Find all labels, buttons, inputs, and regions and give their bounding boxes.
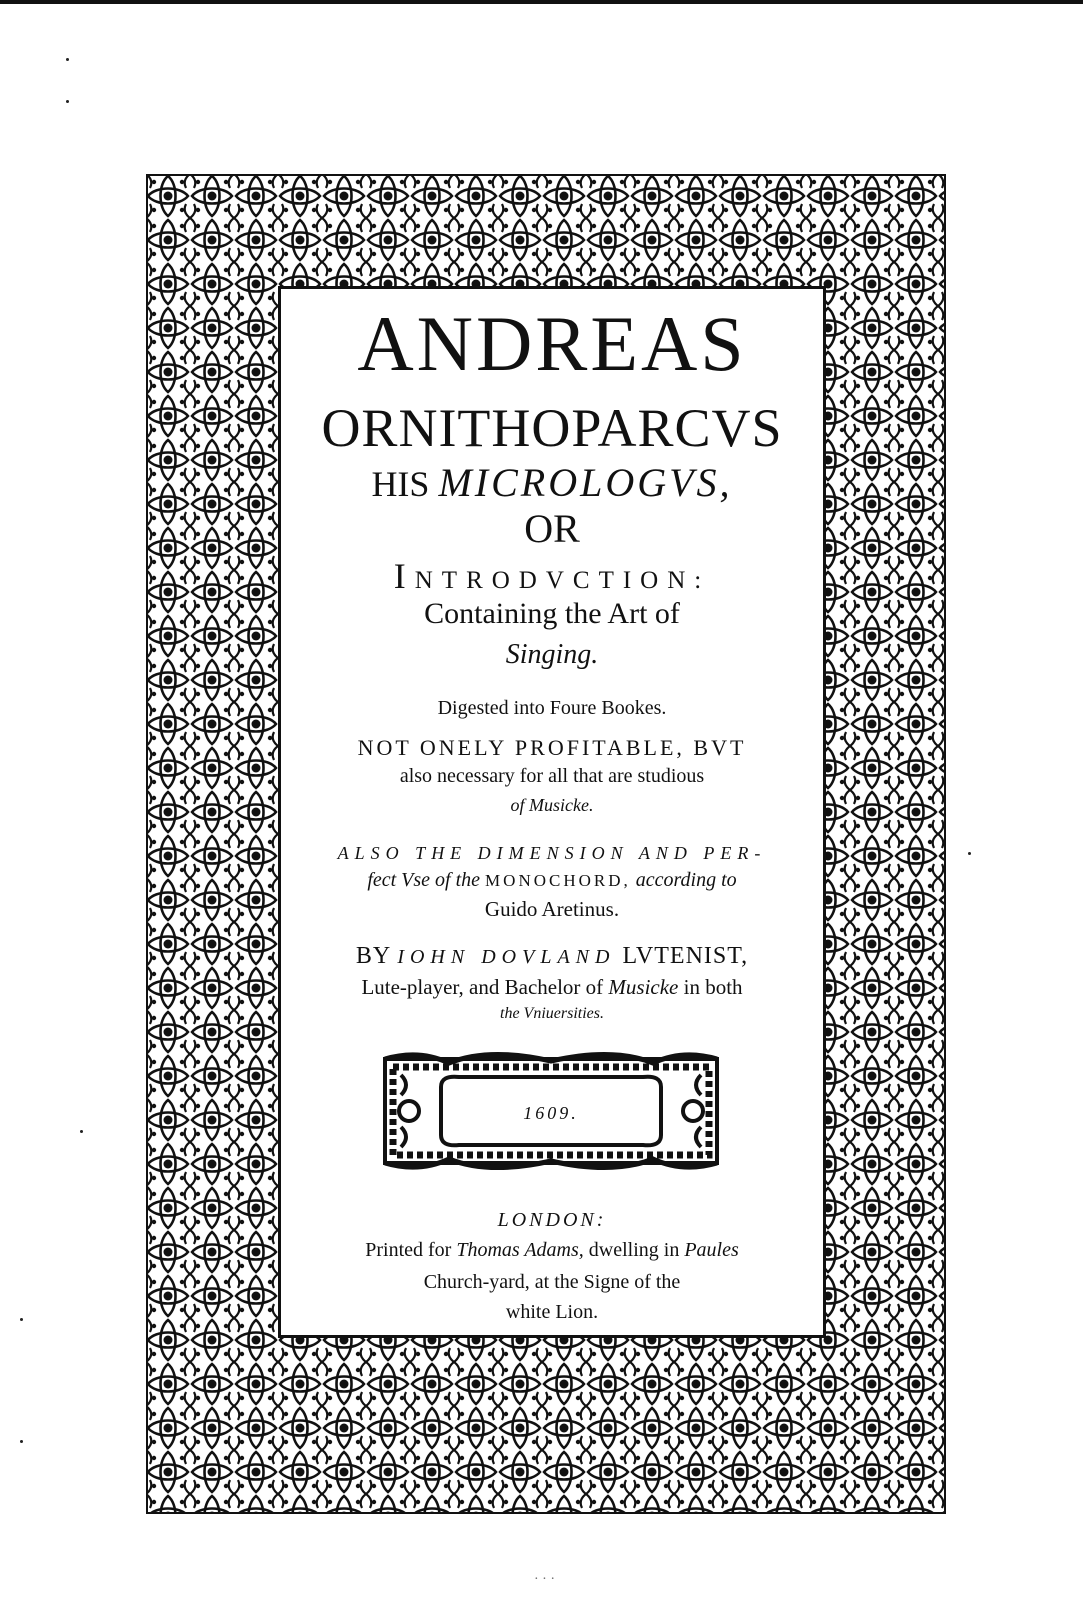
churchyard-line: Church-yard, at the Signe of the: [423, 1271, 681, 1293]
containing-line: Containing the Art of: [424, 597, 680, 630]
also-the-dimension-line: ALSO THE DIMENSION AND PER-: [337, 843, 767, 863]
universities-line: the Vniuersities.: [500, 1005, 604, 1022]
scan-foot-mark: · · ·: [534, 1572, 555, 1587]
not-onely-line: NOT ONELY PROFITABLE, BVT: [357, 735, 747, 760]
scan-speck: [20, 1440, 23, 1443]
monochord-word: MONOCHORD,: [485, 871, 631, 890]
white-lion-line: white Lion.: [505, 1301, 599, 1323]
his-word: HIS: [371, 464, 430, 504]
london-line: LONDON:: [497, 1209, 607, 1231]
john-dowland-name: IOHN DOVLAND: [397, 946, 616, 968]
of-musicke-line: of Musicke.: [510, 795, 594, 815]
introduction-rest: NTRODVCTION:: [414, 567, 711, 594]
musicke-word: Musicke: [608, 975, 679, 999]
dwelling-in-text: dwelling in: [588, 1239, 680, 1261]
perfect-use-line: [281, 869, 823, 892]
printed-for-text: Printed for: [365, 1239, 452, 1261]
introduction-initial: I: [393, 556, 415, 596]
imprint-year: 1609.: [523, 1103, 579, 1123]
lutenist-word: LVTENIST,: [622, 943, 749, 969]
micrologus-word: MICROLOGVS,: [438, 460, 733, 505]
lute-player-line: [281, 975, 823, 1000]
according-text: according to: [635, 869, 737, 891]
scan-speck: [66, 58, 69, 61]
scan-top-edge: [0, 0, 1083, 4]
by-line: [281, 943, 823, 970]
scan-speck: [80, 1130, 83, 1133]
digested-line: Digested into Foure Bookes.: [437, 697, 667, 719]
fect-use-text: fect Vse of the: [367, 869, 481, 891]
printed-for-line: [281, 1239, 823, 1262]
by-word: BY: [355, 943, 391, 969]
in-both-text: in both: [683, 975, 743, 999]
scan-speck: [20, 1318, 23, 1321]
scan-speck: [66, 100, 69, 103]
introduction-line: [281, 555, 823, 597]
year-cartouche: [379, 1049, 723, 1173]
title-panel: [278, 286, 826, 1338]
or-word: OR: [524, 506, 580, 551]
publisher-name: Thomas Adams,: [456, 1239, 584, 1261]
scan-speck: [968, 852, 971, 855]
singing-line: Singing.: [505, 639, 599, 670]
lute-player-text: Lute-player, and Bachelor of: [361, 975, 604, 999]
guido-line: Guido Aretinus.: [484, 897, 620, 921]
work-title-line: [281, 459, 823, 506]
main-title: ANDREAS: [357, 300, 747, 387]
paules-word: Paules: [684, 1239, 739, 1261]
author-name: ORNITHOPARCVS: [321, 398, 783, 458]
also-necessary-line: also necessary for all that are studious: [399, 765, 705, 787]
